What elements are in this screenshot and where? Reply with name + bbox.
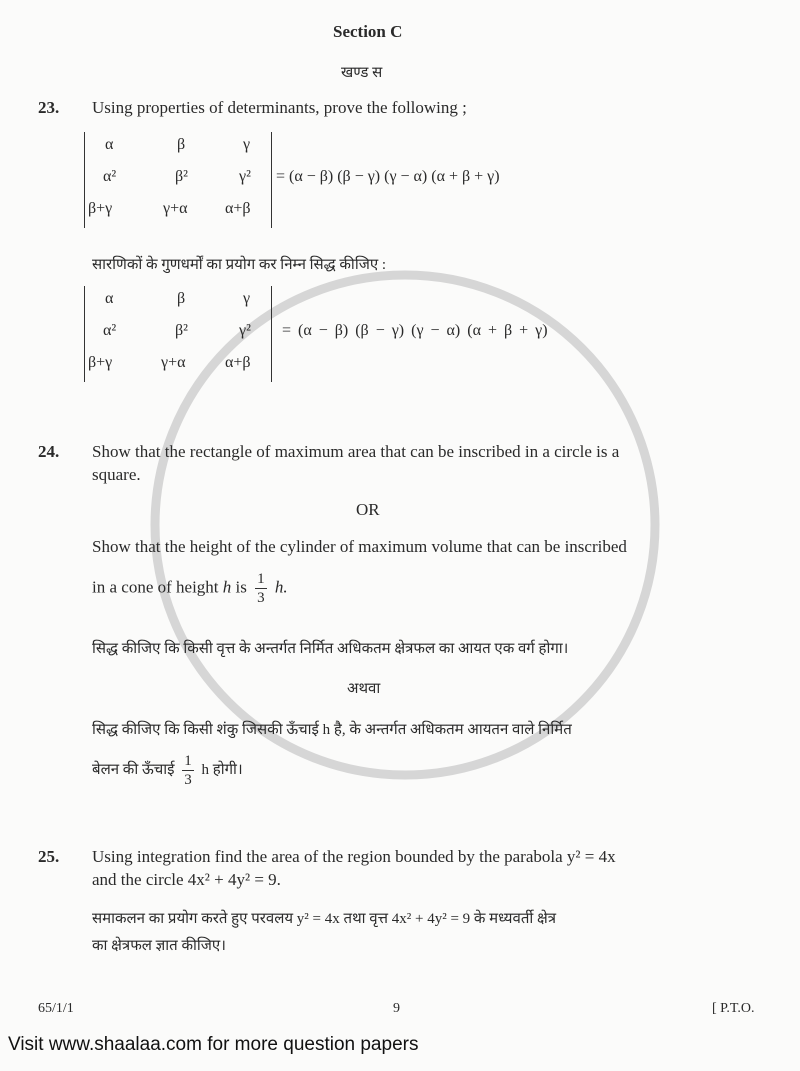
denominator: 3 — [184, 772, 192, 788]
question-text: Show that the height of the cylinder of maximum volume that can be inscribed — [92, 537, 627, 556]
question-text: Using integration find the area of the region bounded by the parabola y² = 4x — [92, 847, 616, 866]
det-cell: γ — [243, 136, 251, 153]
or-label-hindi: अथवा — [347, 681, 381, 697]
numerator: 1 — [257, 571, 265, 587]
question-text: Using properties of determinants, prove the following ; — [92, 98, 467, 117]
question-text: and the circle 4x² + 4y² = 9. — [92, 870, 281, 889]
det-cell: α — [105, 290, 114, 307]
question-text-hindi — [92, 752, 243, 789]
question-text: square. — [92, 465, 141, 484]
det-cell: β+γ — [88, 200, 113, 217]
denominator: 3 — [257, 590, 265, 606]
question-text: Show that the rectangle of maximum area that can be inscribed in a circle is a — [92, 442, 620, 461]
section-title-hindi: खण्ड स — [341, 65, 383, 81]
numerator: 1 — [184, 753, 192, 769]
or-label: OR — [356, 500, 380, 519]
question-number: 25. — [38, 847, 60, 866]
det-cell: α+β — [225, 200, 251, 217]
question-text-hindi: सारणिकों के गुणधर्मों का प्रयोग कर निम्न सिद्ध कीजिए : — [92, 257, 387, 273]
question-number: 24. — [38, 442, 60, 461]
question-text-hindi: सिद्ध कीजिए कि किसी शंकु जिसकी ऊँचाई h है, के अन्तर्गत अधिकतम आयतन वाले निर्मित — [92, 722, 572, 738]
det-cell: β — [177, 290, 186, 307]
visit-link[interactable]: Visit www.shaalaa.com for more question papers — [8, 1034, 419, 1055]
variable: h — [222, 577, 232, 597]
det-cell: γ² — [239, 322, 251, 339]
det-cell: γ+α — [161, 354, 186, 371]
question-text-hindi: का क्षेत्रफल ज्ञात कीजिए। — [92, 938, 226, 954]
fraction — [255, 570, 267, 607]
det-cell: γ² — [239, 168, 251, 185]
det-cell: γ — [243, 290, 251, 307]
fraction — [182, 752, 194, 789]
question-text-hindi: समाकलन का प्रयोग करते हुए परवलय y² = 4x तथा वृत्त 4x² + 4y² = 9 के मध्यवर्ती क्षेत्र — [92, 911, 557, 927]
determinant-rhs-hindi: = (α − β) (β − γ) (γ − α) (α + β + γ) — [282, 322, 548, 339]
question-number: 23. — [38, 98, 60, 117]
text: in a cone of height — [92, 577, 219, 597]
det-cell: β² — [175, 322, 188, 339]
det-cell: β — [177, 136, 186, 153]
det-cell: α+β — [225, 354, 251, 371]
pto-label: [ P.T.O. — [712, 1001, 755, 1016]
page-number: 9 — [393, 1001, 400, 1016]
determinant-hindi — [84, 286, 272, 382]
determinant — [84, 132, 272, 228]
det-cell: β² — [175, 168, 188, 185]
det-cell: α — [105, 136, 114, 153]
text: बेलन की ऊँचाई — [92, 761, 175, 778]
det-cell: α² — [103, 322, 117, 339]
det-cell: α² — [103, 168, 117, 185]
section-title: Section C — [333, 22, 403, 41]
question-text — [92, 570, 288, 607]
question-text-hindi: सिद्ध कीजिए कि किसी वृत्त के अन्तर्गत निर्मित अधिकतम क्षेत्रफल का आयत एक वर्ग होगा। — [92, 641, 569, 657]
variable: h. — [274, 577, 288, 597]
det-cell: β+γ — [88, 354, 113, 371]
determinant-rhs: = (α − β) (β − γ) (γ − α) (α + β + γ) — [276, 168, 500, 185]
paper-code: 65/1/1 — [38, 1001, 74, 1016]
det-cell: γ+α — [163, 200, 188, 217]
text: is — [235, 577, 247, 597]
text: h होगी। — [201, 761, 243, 778]
